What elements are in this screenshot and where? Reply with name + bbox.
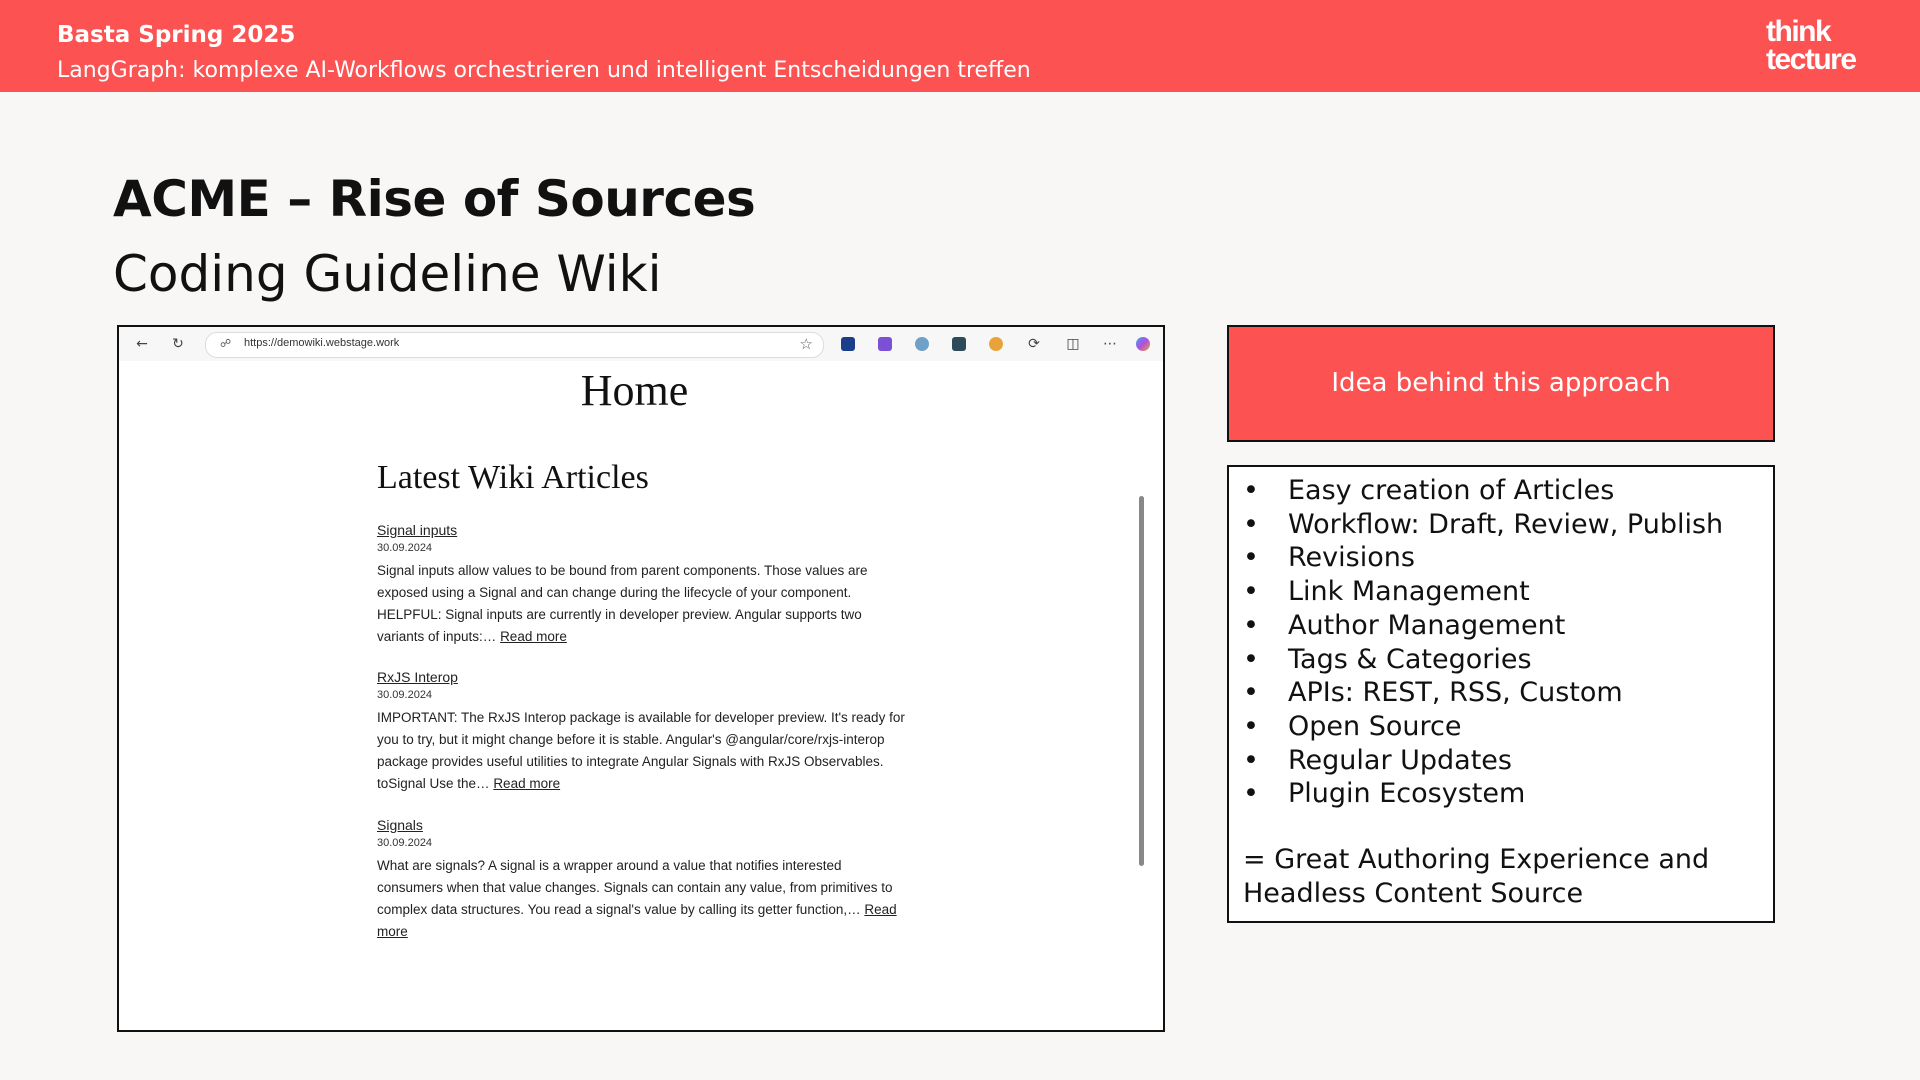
address-url: https://demowiki.webstage.work: [244, 337, 400, 349]
article-excerpt: [377, 855, 907, 943]
feature-list: [1243, 474, 1723, 811]
list-item: [1243, 643, 1723, 677]
article-title-link[interactable]: RxJS Interop: [377, 669, 458, 685]
wiki-page: [119, 361, 1150, 1030]
list-item: [1243, 575, 1723, 609]
bullet: •: [1243, 609, 1259, 641]
extension-icon-5[interactable]: [989, 337, 1003, 351]
feature-text: Tags & Categories: [1288, 643, 1532, 675]
talk-title: LangGraph: komplexe AI-Workflows orchestrieren und intelligent Entscheidungen treffen: [57, 58, 1031, 83]
article-excerpt-text: Signal inputs allow values to be bound from parent components. Those values are exposed using a Signal and can change during the lifecycle of your component. HELPFUL: Signal inputs are currently in developer preview. Angular supports two variants of inputs:…: [377, 563, 868, 644]
copilot-icon[interactable]: [1136, 337, 1150, 351]
scrollbar[interactable]: [1139, 496, 1144, 866]
extension-icon-3[interactable]: [915, 337, 929, 351]
article-excerpt: [377, 560, 907, 648]
slide-title: ACME – Rise of Sources: [113, 170, 756, 228]
address-bar[interactable]: [205, 332, 824, 358]
feature-text: Regular Updates: [1288, 744, 1512, 776]
list-item: [1243, 710, 1723, 744]
slide-header: [0, 0, 1920, 92]
article-item: [377, 669, 907, 795]
more-icon[interactable]: ⋯: [1103, 336, 1117, 352]
section-heading: Latest Wiki Articles: [377, 459, 649, 496]
article-item: [377, 522, 907, 648]
feature-text: APIs: REST, RSS, Custom: [1288, 677, 1623, 709]
bullet: •: [1243, 576, 1259, 608]
refresh-icon[interactable]: ⟳: [1028, 336, 1040, 352]
bullet: •: [1243, 710, 1259, 742]
article-date: 30.09.2024: [377, 542, 433, 554]
bullet: •: [1243, 677, 1259, 709]
reload-icon[interactable]: ↻: [172, 336, 184, 352]
star-icon[interactable]: ☆: [799, 335, 813, 353]
feature-text: Revisions: [1288, 542, 1415, 574]
read-more-link[interactable]: Read more: [493, 776, 561, 791]
browser-screenshot: [117, 325, 1165, 1032]
extension-icon-4[interactable]: [952, 337, 966, 351]
logo-line-1: think: [1766, 15, 1831, 48]
list-item: [1243, 609, 1723, 643]
feature-text: Author Management: [1288, 609, 1566, 641]
article-excerpt-text: What are signals? A signal is a wrapper around a value that notifies interested consumers when that value changes. Signals can contain any value, from primitives to complex data structures. You read a signal's value by calling its getter function,…: [377, 858, 893, 917]
feature-list-box: [1227, 465, 1775, 923]
list-item: [1243, 474, 1723, 508]
bullet: •: [1243, 542, 1259, 574]
feature-text: Easy creation of Articles: [1288, 475, 1615, 506]
logo-line-2: tecture: [1766, 43, 1856, 76]
event-name: Basta Spring 2025: [57, 22, 296, 48]
thinktecture-logo: [1766, 15, 1856, 76]
feature-text: Workflow: Draft, Review, Publish: [1288, 508, 1724, 540]
lock-icon: ☍: [220, 337, 232, 350]
article-item: [377, 817, 907, 943]
bullet: •: [1243, 778, 1259, 810]
slide-subtitle: Coding Guideline Wiki: [113, 245, 662, 303]
bullet: •: [1243, 475, 1259, 506]
extension-icon-1[interactable]: [841, 337, 855, 351]
feature-text: Plugin Ecosystem: [1288, 778, 1526, 810]
feature-text: Open Source: [1288, 710, 1462, 742]
summary-text: = Great Authoring Experience and Headless Content Source: [1243, 844, 1710, 909]
article-title-link[interactable]: Signals: [377, 817, 423, 833]
extension-icon-2[interactable]: [878, 337, 892, 351]
bullet: •: [1243, 508, 1259, 540]
back-icon[interactable]: ←: [136, 336, 148, 352]
list-item: [1243, 744, 1723, 778]
article-title-link[interactable]: Signal inputs: [377, 522, 458, 538]
read-more-link[interactable]: Read more: [377, 902, 897, 939]
article-excerpt: [377, 707, 907, 795]
feature-text: Link Management: [1288, 576, 1530, 608]
browser-toolbar: [119, 327, 1163, 361]
bullet: •: [1243, 744, 1259, 776]
bullet: •: [1243, 643, 1259, 675]
read-more-link[interactable]: Read more: [500, 629, 567, 644]
list-item: [1243, 508, 1723, 542]
article-excerpt-text: IMPORTANT: The RxJS Interop package is available for developer preview. It's ready for you to try, but it might change before it is stable. Angular's @angular/core/rxjs-interop package provides useful utilities to integrate Angular Signals with RxJS Observables. toSignal Use the…: [377, 710, 905, 791]
page-heading: Home: [580, 366, 689, 415]
split-icon[interactable]: ◫: [1066, 336, 1080, 352]
article-date: 30.09.2024: [377, 689, 433, 701]
article-date: 30.09.2024: [377, 837, 433, 849]
list-item: [1243, 541, 1723, 575]
idea-box: Idea behind this approach: [1227, 325, 1775, 442]
list-item: [1243, 777, 1723, 811]
list-item: [1243, 676, 1723, 710]
